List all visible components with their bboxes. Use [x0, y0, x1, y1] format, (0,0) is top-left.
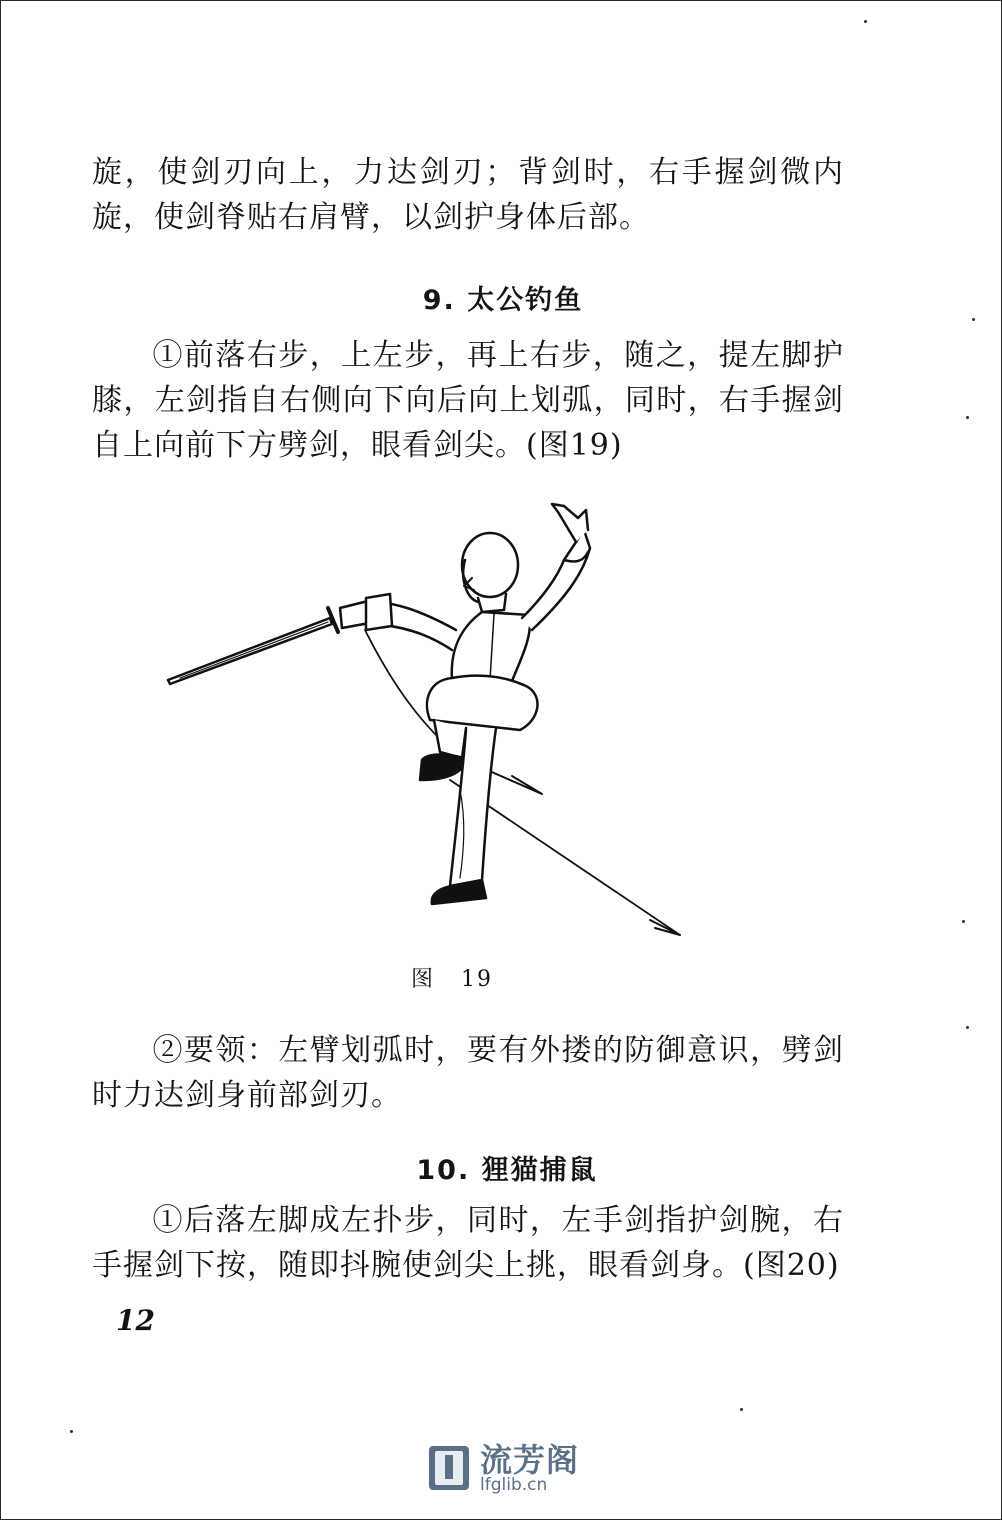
- figure-19-illustration: [160, 490, 700, 950]
- paragraph-step-1: [92, 333, 844, 468]
- paragraph-key-points: [92, 1028, 844, 1118]
- figure-caption-number: 19: [461, 967, 493, 992]
- watermark-logo: [420, 1435, 590, 1497]
- paragraph-key-points-text: ②要领：左臂划弧时，要有外搂的防御意识，劈剑时力达剑身前部剑刃。: [92, 1033, 844, 1113]
- page-number: 12: [116, 1304, 155, 1337]
- figure-caption-label: 图: [410, 967, 435, 992]
- watermark-title: 流芳阁: [480, 1441, 580, 1479]
- paragraph-step-1-next: [92, 1198, 844, 1288]
- scan-speck: [962, 920, 965, 923]
- section-heading-10: 10. 狸猫捕鼠: [416, 1155, 598, 1186]
- scan-speck: [966, 1026, 969, 1029]
- watermark-url: lfglib.cn: [480, 1475, 548, 1495]
- paragraph-step-1-next-text: ①后落左脚成左扑步，同时，左手剑指护剑腕，右手握剑下按，随即抖腕使剑尖上挑，眼看剑身。(图20): [92, 1203, 844, 1283]
- scan-speck: [972, 318, 975, 321]
- paragraph-continuation: 旋，使剑刃向上，力达剑刃；背剑时，右手握剑微内旋，使剑脊贴右肩臂，以剑护身体后部。: [92, 155, 844, 235]
- figure-caption: [0, 962, 904, 993]
- scan-speck: [864, 20, 867, 23]
- scan-speck: [70, 1430, 73, 1433]
- paragraph-step-1-text: ①前落右步，上左步，再上右步，随之，提左脚护膝，左剑指自右侧向下向后向上划弧，同时，右手握剑自上向前下方劈剑，眼看剑尖。(图19): [92, 338, 844, 463]
- book-icon: [426, 1443, 472, 1493]
- section-heading-9: 9. 太公钓鱼: [422, 285, 584, 316]
- scan-speck: [966, 416, 969, 419]
- scan-speck: [740, 1408, 743, 1411]
